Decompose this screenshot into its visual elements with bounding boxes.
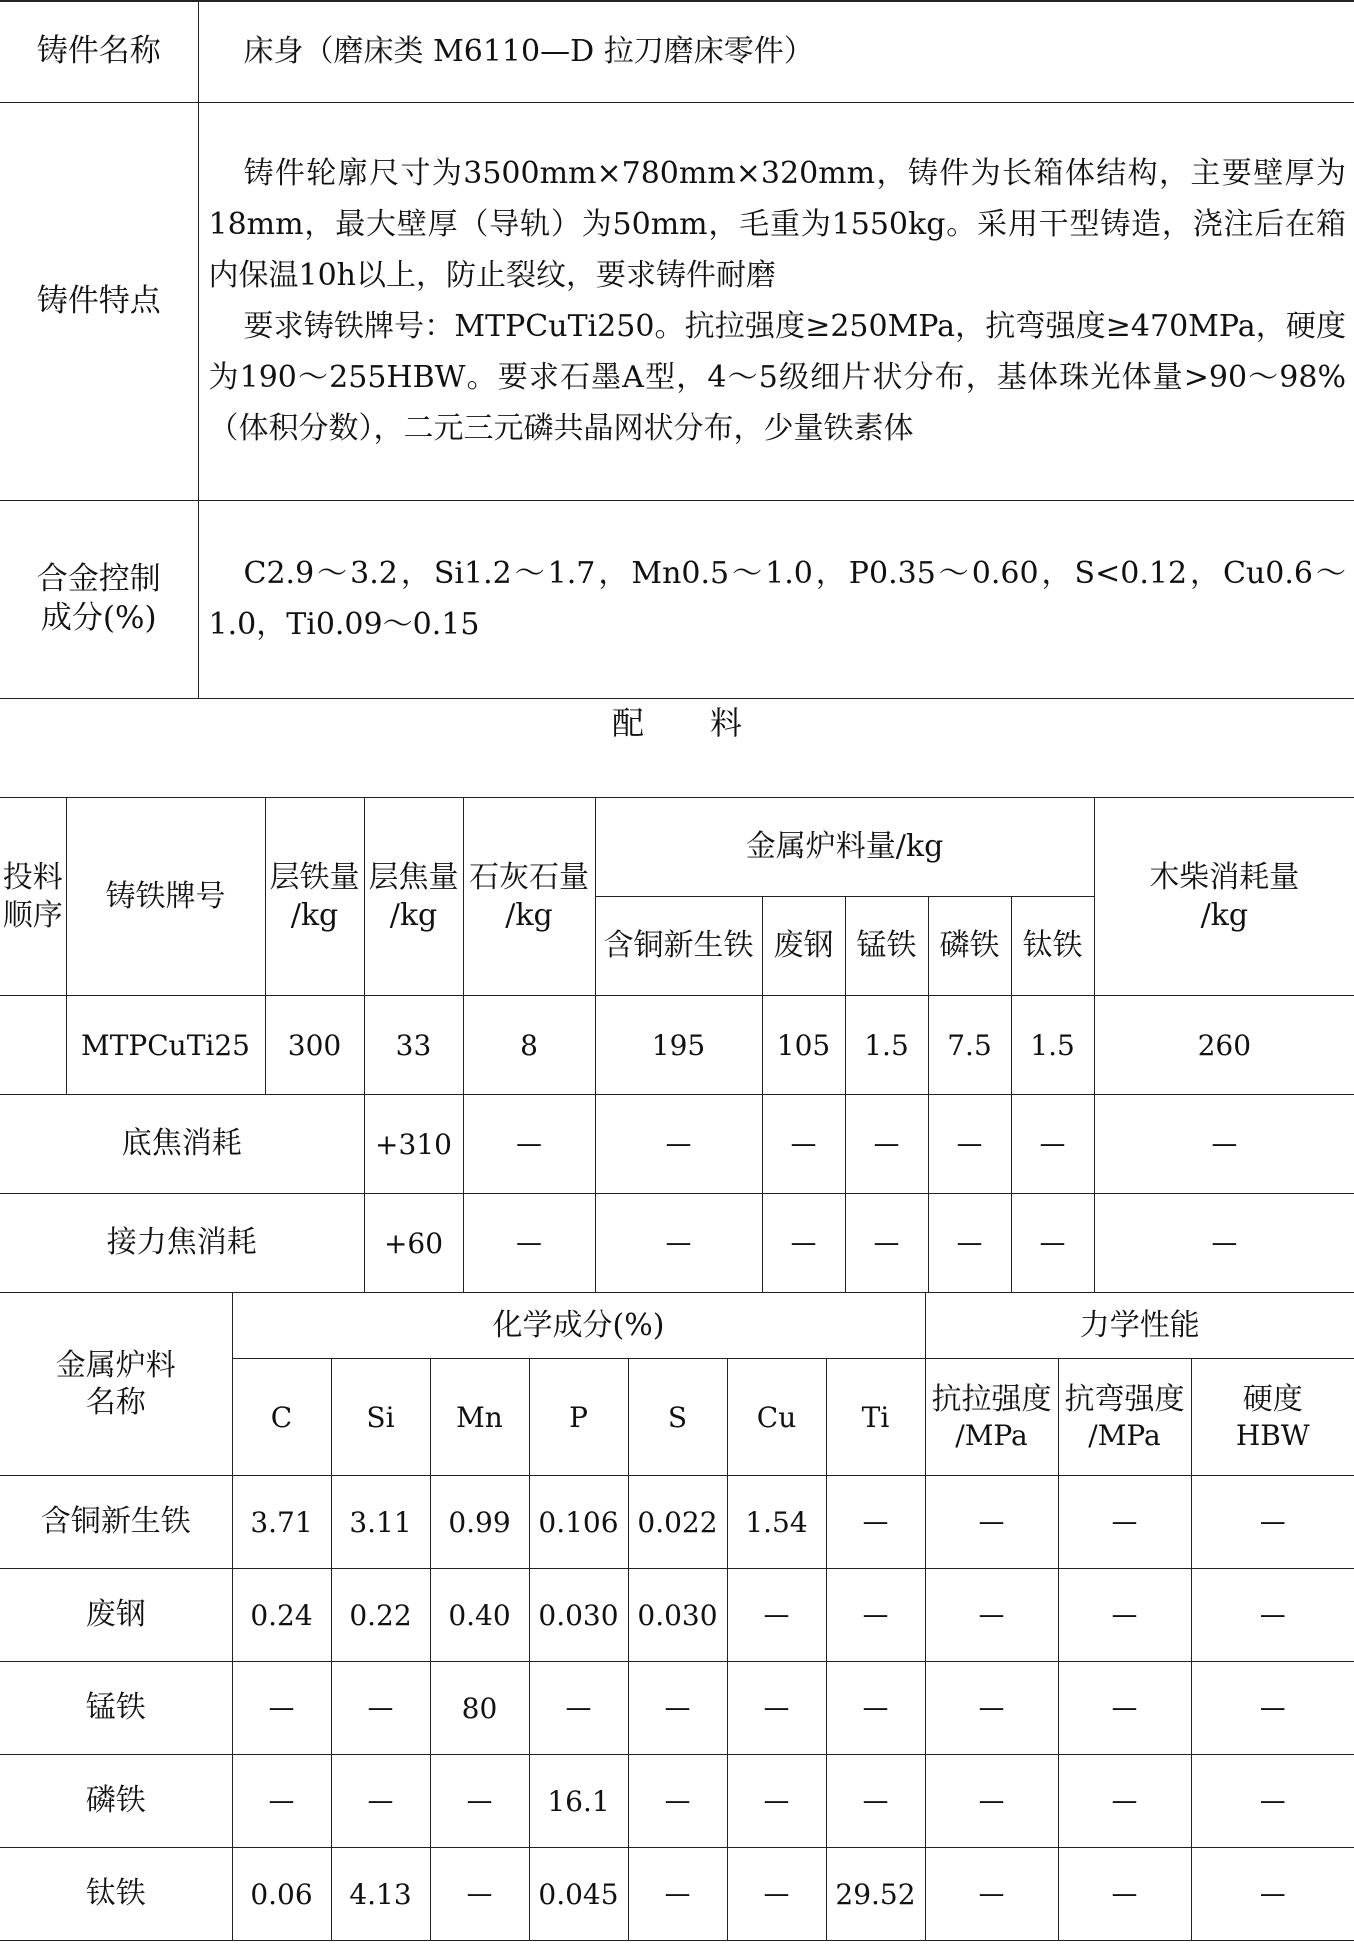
casting-info-table [0,0,1354,699]
value-cell: — [925,1476,1058,1569]
value-cell: — [529,1662,628,1755]
value-cell: 0.022 [628,1476,727,1569]
value-cell: — [1191,1476,1354,1569]
bed-coke-metal: — [1011,1095,1094,1194]
value-cell: — [925,1662,1058,1755]
header-metal-charge: 金属炉料量/kg [595,798,1094,897]
value-cell: 1.54 [727,1476,826,1569]
header-limestone-line-1: 石灰石量 [469,860,589,895]
chemistry-table [0,1292,1354,1941]
casting-features-value [198,102,1354,500]
value-cell: 29.52 [826,1848,925,1941]
value-cell: — [925,1848,1058,1941]
header-bending-strength [1058,1359,1191,1476]
value-cell: 0.40 [430,1569,529,1662]
alloy-label-line-2: 成分(%) [40,600,157,636]
value-cell: — [1191,1569,1354,1662]
table-row [0,1662,1354,1755]
cell-lime: 8 [463,996,595,1095]
header-iron-layer-line-1: 层铁量 [269,860,360,895]
relay-coke-label: 接力焦消耗 [0,1194,364,1293]
table-row [0,1569,1354,1662]
value-cell: — [331,1755,430,1848]
material-name-cell: 废钢 [0,1569,232,1662]
features-paragraph-1: 铸件轮廓尺寸为3500mm×780mm×320mm，铸件为长箱体结构，主要壁厚为18mm，最大壁厚（导轨）为50mm，毛重为1550kg。采用干型铸造，浇注后在箱内保温10h以上，防止裂纹，要求铸件耐磨 [208,156,1346,293]
header-bending-line-2: /MPa [1088,1419,1161,1453]
subheader-ferrotitanium: 钛铁 [1011,897,1094,996]
section-title: 配料 [611,704,808,742]
cell-metal-copper-pig-iron: 195 [595,996,762,1095]
relay-coke-metal: — [762,1194,845,1293]
value-cell: 0.99 [430,1476,529,1569]
cell-order [0,996,66,1095]
alloy-control-label [0,500,198,698]
header-coke-layer [364,798,463,996]
subheader-copper-pig-iron: 含铜新生铁 [595,897,762,996]
relay-coke-metal: — [595,1194,762,1293]
relay-coke-metal: — [845,1194,928,1293]
value-cell: — [1191,1848,1354,1941]
header-iron-grade: 铸铁牌号 [66,798,265,996]
value-cell: — [826,1476,925,1569]
features-paragraph-2: 要求铸铁牌号：MTPCuTi250。抗拉强度≥250MPa，抗弯强度≥470MPa，硬度为190～255HBW。要求石墨A型，4～5级细片状分布，基体珠光体量>90～98%（体积分数），二元三元磷共晶网状分布，少量铁素体 [208,309,1346,446]
header-element-p: P [529,1359,628,1476]
header-bending-line-1: 抗弯强度 [1064,1381,1185,1417]
material-name-cell: 磷铁 [0,1755,232,1848]
mix-table [0,797,1354,1293]
value-cell: 0.24 [232,1569,331,1662]
header-chemical-composition: 化学成分(%) [232,1293,925,1359]
mix-header-row-1 [0,798,1354,897]
bed-coke-metal: — [928,1095,1011,1194]
value-cell: — [1058,1662,1191,1755]
value-cell: — [1058,1848,1191,1941]
header-limestone-line-2: /kg [505,897,553,933]
value-cell: — [826,1755,925,1848]
header-material-name-line-1: 金属炉料 [55,1347,176,1383]
cell-metal-scrap-steel: 105 [762,996,845,1095]
header-firewood-line-1: 木柴消耗量 [1149,860,1300,895]
alloy-label-line-1: 合金控制 [36,561,161,598]
value-cell: — [1191,1662,1354,1755]
subheader-ferromanganese: 锰铁 [845,897,928,996]
value-cell: 16.1 [529,1755,628,1848]
value-cell: — [628,1755,727,1848]
alloy-value-text: C2.9～3.2，Si1.2～1.7，Mn0.5～1.0，P0.35～0.60，S<0.12，Cu0.6～1.0，Ti0.09～0.15 [208,556,1346,642]
cell-metal-ferrophosphorus: 7.5 [928,996,1011,1095]
value-cell: — [628,1662,727,1755]
header-hardness-line-2: HBW [1235,1419,1310,1453]
material-name-cell: 含铜新生铁 [0,1476,232,1569]
cell-wood: 260 [1094,996,1354,1095]
value-cell: — [1191,1755,1354,1848]
header-element-c: C [232,1359,331,1476]
subheader-ferrophosphorus: 磷铁 [928,897,1011,996]
header-coke-layer-line-1: 层焦量 [368,860,459,895]
casting-name-label: 铸件名称 [0,1,198,102]
cell-grade: MTPCuTi25 [66,996,265,1095]
relay-coke-row [0,1194,1354,1293]
value-cell: — [727,1662,826,1755]
header-coke-layer-line-2: /kg [389,897,438,933]
value-cell: — [727,1755,826,1848]
bed-coke-lime: — [463,1095,595,1194]
header-tensile-line-2: /MPa [955,1419,1028,1453]
header-element-s: S [628,1359,727,1476]
table-row [0,1848,1354,1941]
value-cell: — [826,1569,925,1662]
cell-iron: 300 [265,996,364,1095]
value-cell: 0.22 [331,1569,430,1662]
header-element-cu: Cu [727,1359,826,1476]
bed-coke-wood: — [1094,1095,1354,1194]
value-cell: — [331,1662,430,1755]
header-element-mn: Mn [430,1359,529,1476]
value-cell: 0.06 [232,1848,331,1941]
header-feed-order-line-2: 顺序 [2,897,63,933]
header-firewood-line-2: /kg [1200,897,1249,933]
value-cell: — [1058,1755,1191,1848]
header-mechanical-properties: 力学性能 [925,1293,1354,1359]
value-cell: 0.030 [628,1569,727,1662]
header-firewood [1094,798,1354,996]
value-cell: — [628,1848,727,1941]
header-limestone [463,798,595,996]
value-cell: 3.11 [331,1476,430,1569]
header-tensile-line-1: 抗拉强度 [931,1381,1052,1417]
header-material-name-line-2: 名称 [85,1385,146,1420]
header-feed-order [0,798,66,996]
bed-coke-row [0,1095,1354,1194]
header-feed-order-line-1: 投料 [2,860,63,895]
relay-coke-metal: — [1011,1194,1094,1293]
value-cell: — [826,1662,925,1755]
value-cell: 0.030 [529,1569,628,1662]
mix-data-row [0,996,1354,1095]
value-cell: — [727,1569,826,1662]
value-cell: — [925,1569,1058,1662]
value-cell: 80 [430,1662,529,1755]
relay-coke-wood: — [1094,1194,1354,1293]
bed-coke-metal: — [762,1095,845,1194]
bed-coke-metal: — [595,1095,762,1194]
material-name-cell: 锰铁 [0,1662,232,1755]
value-cell: — [232,1755,331,1848]
value-cell: 3.71 [232,1476,331,1569]
value-cell: — [727,1848,826,1941]
casting-name-value: 床身（磨床类 M6110—D 拉刀磨床零件） [198,1,1354,102]
value-cell: — [430,1755,529,1848]
cell-metal-ferromanganese: 1.5 [845,996,928,1095]
header-element-si: Si [331,1359,430,1476]
alloy-control-value [198,500,1354,698]
value-cell: — [1058,1476,1191,1569]
chemistry-rows [0,1476,1354,1941]
header-material-name [0,1293,232,1476]
value-cell: 4.13 [331,1848,430,1941]
cell-coke: 33 [364,996,463,1095]
value-cell: — [232,1662,331,1755]
material-name-cell: 钛铁 [0,1848,232,1941]
alloy-control-row [0,500,1354,698]
relay-coke-lime: — [463,1194,595,1293]
casting-features-label: 铸件特点 [0,102,198,500]
value-cell: — [925,1755,1058,1848]
subheader-scrap-steel: 废钢 [762,897,845,996]
header-element-ti: Ti [826,1359,925,1476]
header-iron-layer-line-2: /kg [290,897,339,933]
header-hardness [1191,1359,1354,1476]
chem-header-row-1 [0,1293,1354,1359]
cell-metal-ferrotitanium: 1.5 [1011,996,1094,1095]
header-iron-layer [265,798,364,996]
casting-name-row [0,1,1354,102]
relay-coke-metal: — [928,1194,1011,1293]
bed-coke-label: 底焦消耗 [0,1095,364,1194]
value-cell: 0.045 [529,1848,628,1941]
value-cell: — [1058,1569,1191,1662]
bed-coke-metal: — [845,1095,928,1194]
table-row [0,1755,1354,1848]
casting-features-row [0,102,1354,500]
bed-coke-value: +310 [364,1095,463,1194]
table-row [0,1476,1354,1569]
header-hardness-line-1: 硬度 [1242,1381,1303,1417]
value-cell: — [430,1848,529,1941]
value-cell: 0.106 [529,1476,628,1569]
header-tensile-strength [925,1359,1058,1476]
relay-coke-value: +60 [364,1194,463,1293]
